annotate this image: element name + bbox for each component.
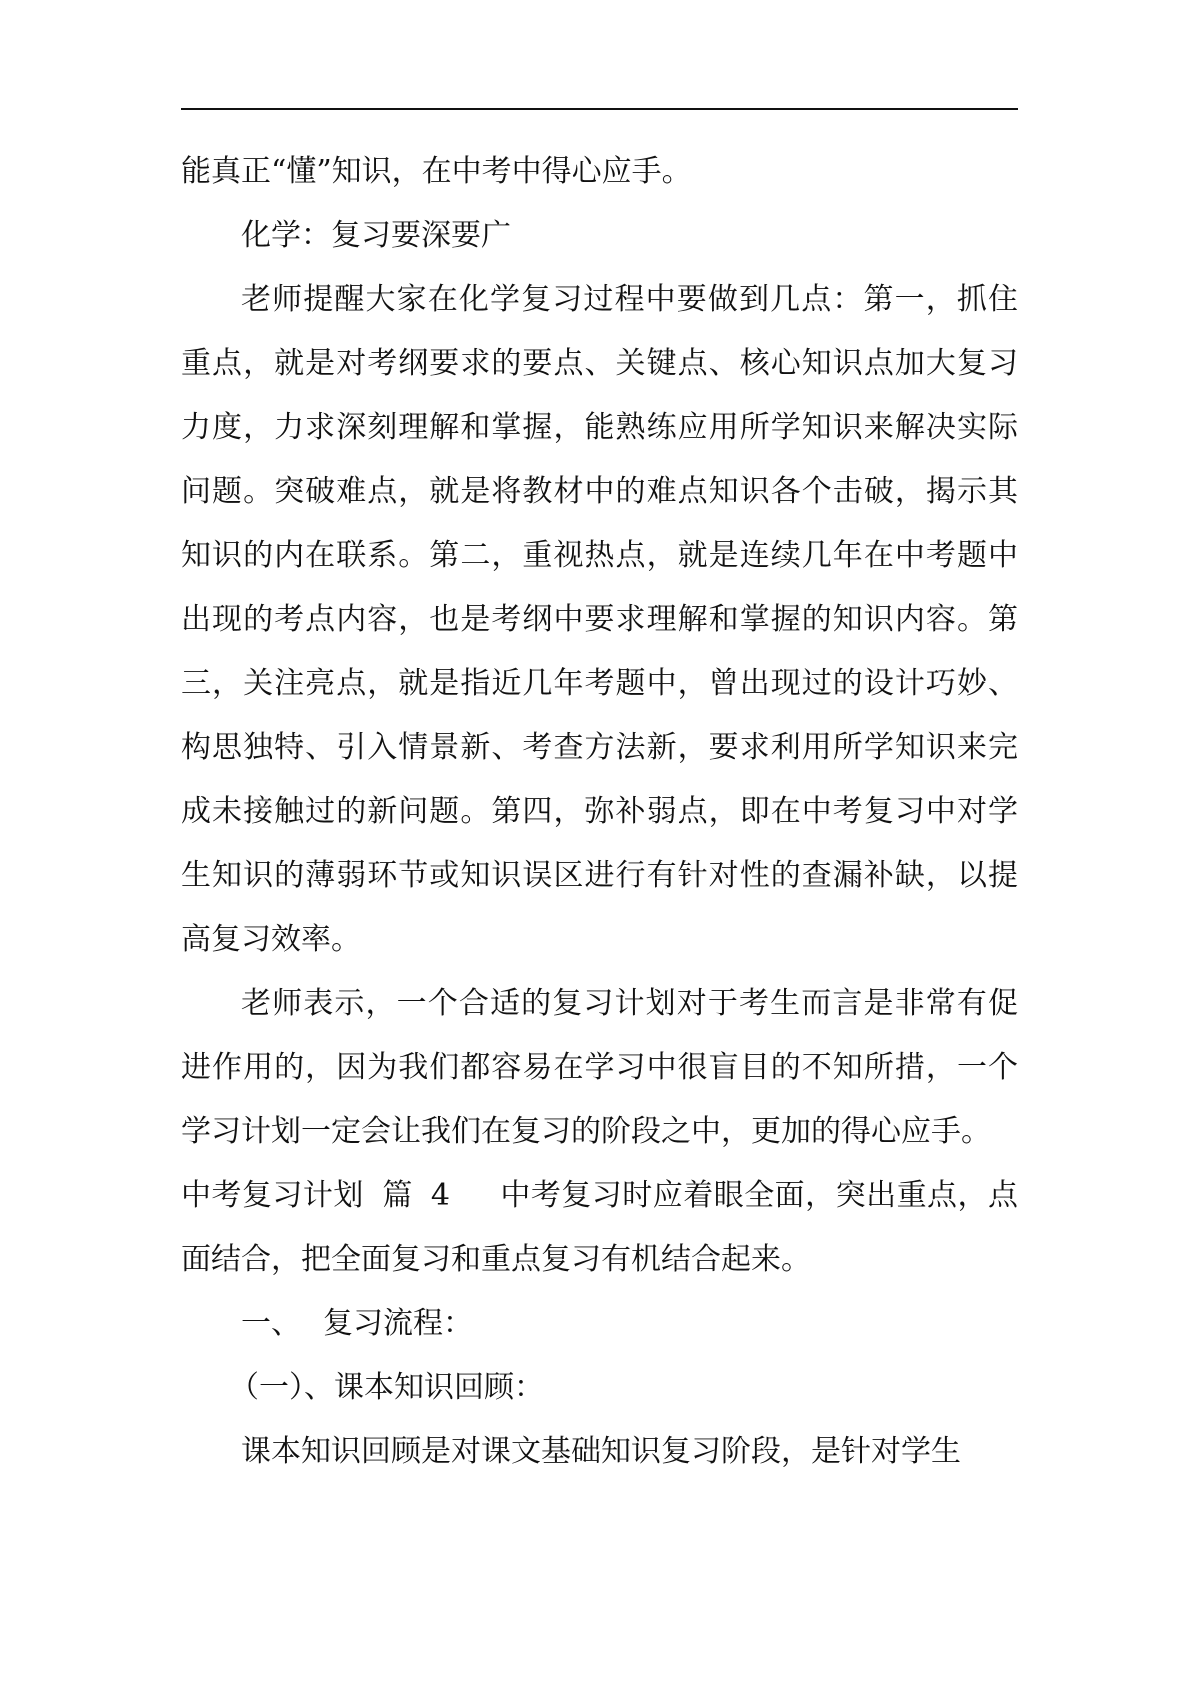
header-rule	[181, 108, 1018, 110]
document-body	[181, 140, 1018, 1484]
list-heading: 复习流程：	[323, 1306, 473, 1341]
plan-paragraph: 老师表示，一个合适的复习计划对于考生而言是非常有促进作用的，因为我们都容易在学习中很盲目的不知所措，一个学习计划一定会让我们在复习的阶段之中，更加的得心应手。	[181, 986, 1018, 1149]
sub-heading: （一）、课本知识回顾：	[229, 1370, 544, 1405]
section-paragraph	[181, 1164, 1018, 1292]
chemistry-paragraph: 老师提醒大家在化学复习过程中要做到几点：第一，抓住重点，就是对考纲要求的要点、关键点、核心知识点加大复习力度，力求深刻理解和掌握，能熟练应用所学知识来解决实际问题。突破难点，就是将教材中的难点知识各个击破，揭示其知识的内在联系。第二，重视热点，就是连续几年在中考题中出现的考点内容，也是考纲中要求理解和掌握的知识内容。第三，关注亮点，就是指近几年考题中，曾出现过的设计巧妙、构思独特、引入情景新、考查方法新，要求利用所学知识来完成未接触过的新问题。第四，弥补弱点，即在中考复习中对学生知识的薄弱环节或知识误区进行有针对性的查漏补缺，以提高复习效率。	[181, 282, 1018, 957]
continuation-paragraph: 能真正“懂”知识，在中考中得心应手。	[181, 154, 692, 189]
list-heading-line	[181, 1292, 1018, 1356]
list-marker: 一、	[241, 1306, 301, 1341]
section-label: 篇	[381, 1178, 413, 1213]
last-paragraph: 课本知识回顾是对课文基础知识复习阶段，是针对学生	[241, 1434, 961, 1469]
chemistry-heading: 化学：复习要深要广	[241, 218, 511, 253]
section-title: 中考复习计划	[181, 1178, 364, 1213]
section-number: 4	[430, 1178, 450, 1213]
section-intro: 中考复习时应着眼全面，突出重点，点面结合，把全面复习和重点复习有机结合起来。	[181, 1178, 1019, 1277]
